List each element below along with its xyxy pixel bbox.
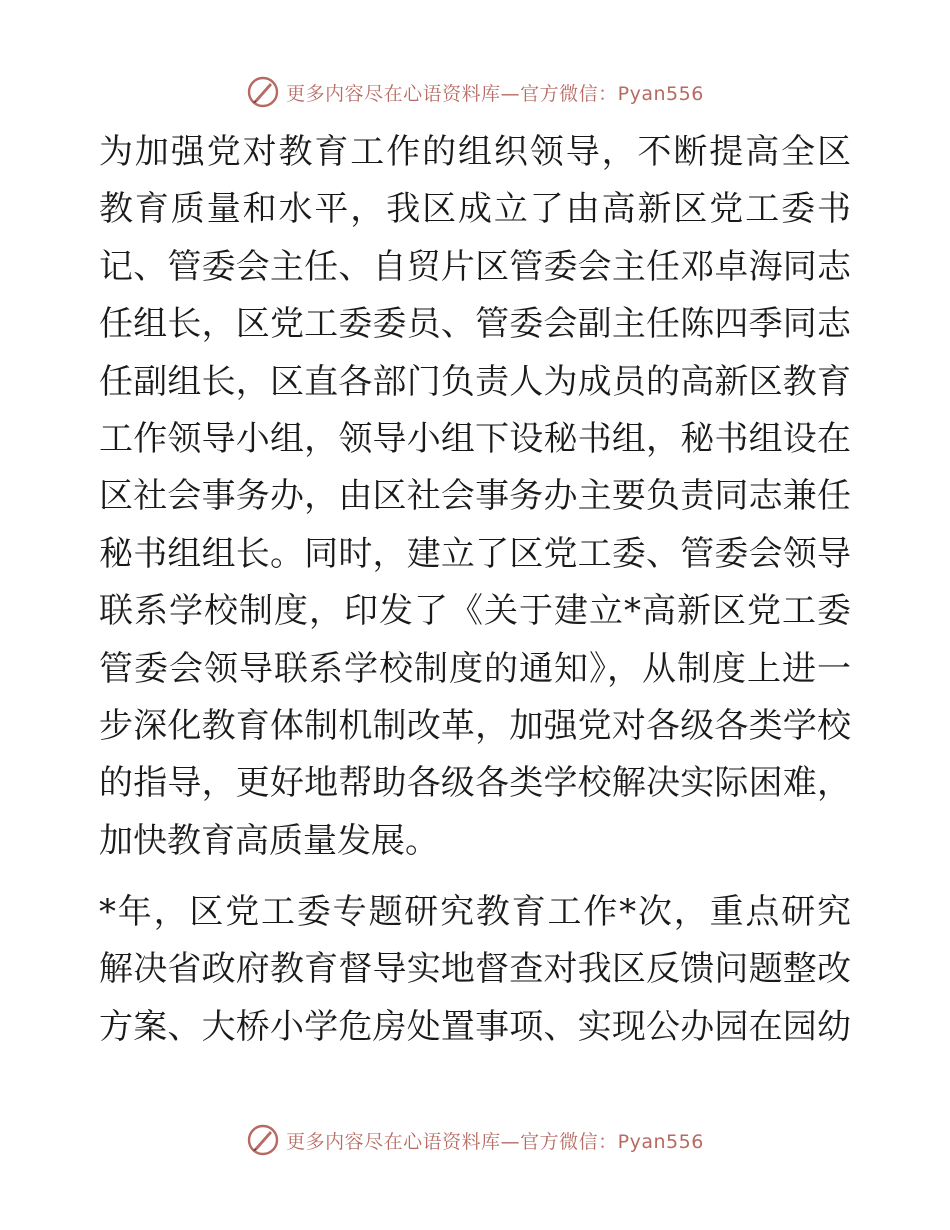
text-line: 联系学校制度，印发了《关于建立*高新区党工委 (99, 591, 851, 632)
text-line: 秘书组组长。同时，建立了区党工委、管委会领导 (99, 533, 851, 574)
text-line: 为加强党对教育工作的组织领导，不断提高全区 (99, 132, 851, 172)
text-line: 管委会领导联系学校制度的通知》，从制度上进一 (99, 648, 851, 689)
footer-banner-text: 更多内容尽在心语资料库—官方微信：Pyan556 (286, 1130, 704, 1153)
text-line: 任组长，区党工委委员、管委会副主任陈四季同志 (99, 304, 851, 345)
header-banner-text: 更多内容尽在心语资料库—官方微信：Pyan556 (286, 82, 704, 105)
paragraph-1 (99, 124, 851, 870)
header-banner (0, 72, 950, 112)
text-line: 加快教育高质量发展。 (99, 820, 439, 861)
text-line: 方案、大桥小学危房处置事项、实现公办园在园幼 (99, 1006, 851, 1047)
text-line: 教育质量和水平，我区成立了由高新区党工委书 (99, 189, 851, 230)
text-line: 步深化教育体制机制改革，加强党对各级各类学校 (99, 705, 851, 746)
text-line: 工作领导小组，领导小组下设秘书组，秘书组设在 (99, 418, 851, 459)
text-line: *年，区党工委专题研究教育工作*次，重点研究 (99, 892, 851, 933)
text-line: 区社会事务办，由区社会事务办主要负责同志兼任 (99, 476, 851, 517)
quill-logo-icon (246, 1123, 280, 1157)
paragraph-2 (99, 884, 851, 1056)
paragraph-gap (99, 870, 851, 884)
text-line: 的指导，更好地帮助各级各类学校解决实际困难， (99, 763, 851, 804)
text-line: 任副组长，区直各部门负责人为成员的高新区教育 (99, 361, 851, 402)
text-line: 解决省政府教育督导实地督查对我区反馈问题整改 (99, 949, 851, 990)
footer-banner (0, 1120, 950, 1160)
document-body (99, 124, 851, 1056)
quill-logo-icon (246, 75, 280, 109)
text-line: 记、管委会主任、自贸片区管委会主任邓卓海同志 (99, 246, 851, 287)
